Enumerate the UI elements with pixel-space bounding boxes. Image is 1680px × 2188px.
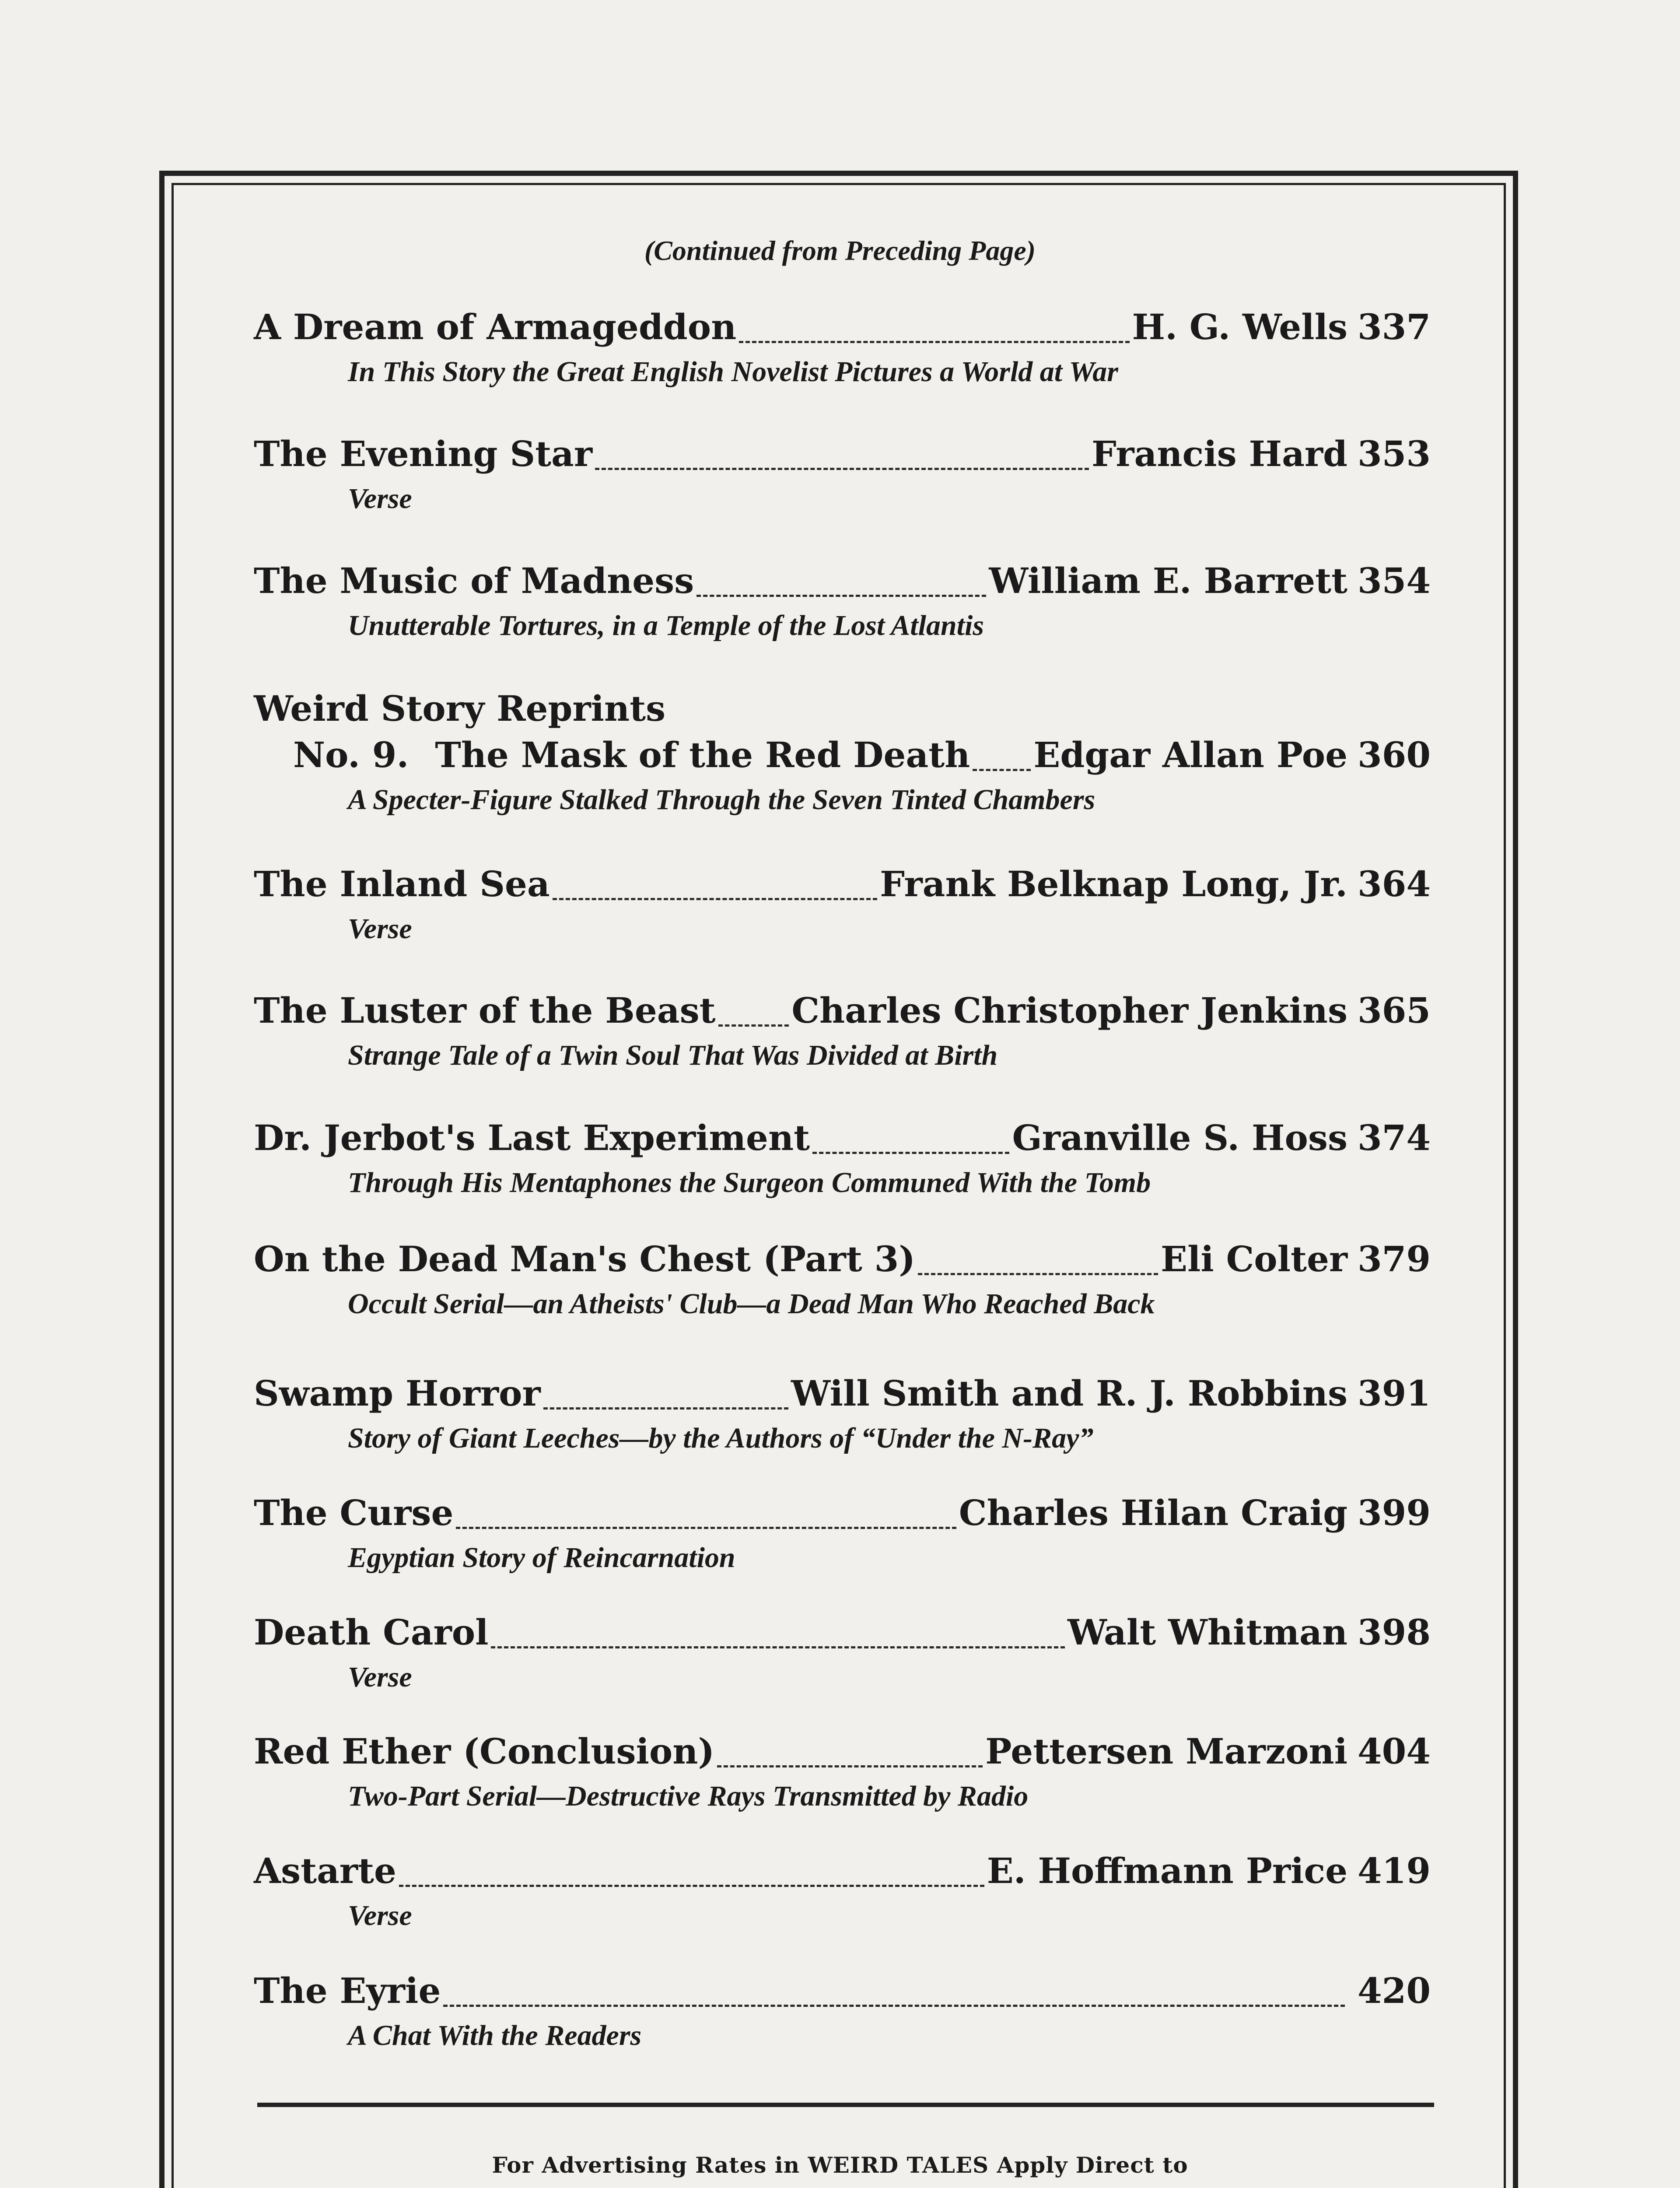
story-subtitle: Through His Mentaphones the Surgeon Communed With the Tomb xyxy=(348,1167,1151,1199)
page-number: 365 xyxy=(1358,990,1431,1031)
page-number: 404 xyxy=(1358,1731,1431,1772)
toc-entry[interactable] xyxy=(254,990,1431,1072)
page-number: 399 xyxy=(1358,1492,1431,1533)
toc-entry[interactable] xyxy=(254,1850,1431,1932)
page-number: 391 xyxy=(1358,1373,1431,1414)
story-subtitle: Two-Part Serial—Destructive Rays Transmitted by Radio xyxy=(348,1780,1029,1812)
story-title: Death Carol xyxy=(254,1612,489,1653)
story-subtitle: Strange Tale of a Twin Soul That Was Divided at Birth xyxy=(348,1039,998,1071)
story-title: The Mask of the Red Death xyxy=(435,734,970,775)
story-author: Granville S. Hoss xyxy=(1012,1117,1348,1158)
toc-entry[interactable] xyxy=(254,433,1431,515)
page-number: 364 xyxy=(1358,863,1431,905)
dot-leader xyxy=(718,1024,789,1027)
toc-entry-reprint[interactable] xyxy=(254,688,1431,817)
section-heading: Weird Story Reprints xyxy=(254,688,666,729)
page-number: 398 xyxy=(1358,1612,1431,1653)
dot-leader xyxy=(543,1407,788,1410)
story-subtitle: Story of Giant Leeches—by the Authors of “Under the N-Ray” xyxy=(348,1422,1094,1454)
dot-leader xyxy=(399,1885,984,1887)
story-subtitle: Verse xyxy=(348,483,412,515)
toc-entry[interactable] xyxy=(254,1238,1431,1321)
story-title: Astarte xyxy=(254,1850,396,1891)
page-number: 419 xyxy=(1358,1850,1431,1891)
dot-leader xyxy=(491,1646,1065,1648)
story-subtitle: In This Story the Great English Novelist Pictures a World at War xyxy=(348,356,1118,388)
story-title: Swamp Horror xyxy=(254,1373,541,1414)
toc-entry[interactable] xyxy=(254,1117,1431,1199)
story-title: Dr. Jerbot's Last Experiment xyxy=(254,1117,810,1158)
dot-leader xyxy=(443,2005,1345,2007)
story-title: The Eyrie xyxy=(254,1970,441,2011)
story-author: Eli Colter xyxy=(1160,1238,1348,1280)
story-author: Frank Belknap Long, Jr. xyxy=(880,863,1348,905)
page-number: 353 xyxy=(1358,433,1431,474)
dot-leader xyxy=(595,468,1089,470)
story-title: The Inland Sea xyxy=(254,863,550,905)
dot-leader xyxy=(973,769,1031,771)
page-number: 374 xyxy=(1358,1117,1431,1158)
toc-entry[interactable] xyxy=(254,1970,1431,2052)
story-subtitle: Occult Serial—an Atheists' Club—a Dead Man Who Reached Back xyxy=(348,1288,1155,1320)
page-number: 420 xyxy=(1358,1970,1431,2011)
story-title: Red Ether (Conclusion) xyxy=(254,1731,715,1772)
reprint-number: No. 9. xyxy=(293,734,409,775)
toc-entry[interactable] xyxy=(254,863,1431,946)
story-title: The Curse xyxy=(254,1492,454,1533)
dot-leader xyxy=(739,341,1129,343)
page-number: 354 xyxy=(1358,560,1431,601)
story-title: The Music of Madness xyxy=(254,560,694,601)
dot-leader xyxy=(553,898,877,900)
story-title: The Luster of the Beast xyxy=(254,990,716,1031)
story-author: E. Hoffmann Price xyxy=(987,1850,1348,1891)
toc-entry[interactable] xyxy=(254,1612,1431,1694)
page-number: 337 xyxy=(1358,306,1431,347)
story-subtitle: Egyptian Story of Reincarnation xyxy=(348,1542,735,1574)
dot-leader xyxy=(717,1765,983,1767)
story-author: H. G. Wells xyxy=(1132,306,1348,347)
toc-entry[interactable] xyxy=(254,1731,1431,1813)
story-title: The Evening Star xyxy=(254,433,593,474)
divider-rule xyxy=(257,2103,1434,2107)
story-author: Charles Hilan Craig xyxy=(959,1492,1348,1533)
toc-entry[interactable] xyxy=(254,1373,1431,1455)
dot-leader xyxy=(918,1273,1158,1275)
story-subtitle: A Specter-Figure Stalked Through the Seven Tinted Chambers xyxy=(348,784,1096,816)
toc-entry[interactable] xyxy=(254,560,1431,642)
story-author: Edgar Allan Poe xyxy=(1033,734,1348,775)
story-subtitle: Verse xyxy=(348,1661,412,1693)
dot-leader xyxy=(812,1152,1009,1154)
story-subtitle: Verse xyxy=(348,913,412,945)
story-author: Will Smith and R. J. Robbins xyxy=(791,1373,1348,1414)
toc-entry[interactable] xyxy=(254,306,1431,389)
story-title: On the Dead Man's Chest (Part 3) xyxy=(254,1238,916,1280)
page-number: 379 xyxy=(1358,1238,1431,1280)
continued-note: (Continued from Preceding Page) xyxy=(644,235,1036,266)
story-author: Walt Whitman xyxy=(1068,1612,1348,1653)
story-author: Pettersen Marzoni xyxy=(985,1731,1348,1772)
toc-entry[interactable] xyxy=(254,1492,1431,1574)
page-number: 360 xyxy=(1358,734,1431,775)
dot-leader xyxy=(456,1527,956,1529)
story-author: Francis Hard xyxy=(1091,433,1348,474)
story-title: A Dream of Armageddon xyxy=(254,306,737,347)
story-subtitle: Verse xyxy=(348,1900,412,1932)
story-subtitle: Unutterable Tortures, in a Temple of the Lost Atlantis xyxy=(348,610,984,642)
story-author: William E. Barrett xyxy=(989,560,1348,601)
dot-leader xyxy=(696,595,986,597)
story-subtitle: A Chat With the Readers xyxy=(348,2020,642,2051)
story-author: Charles Christopher Jenkins xyxy=(791,990,1348,1031)
advertising-note: For Advertising Rates in WEIRD TALES Apply Direct to xyxy=(492,2152,1188,2178)
